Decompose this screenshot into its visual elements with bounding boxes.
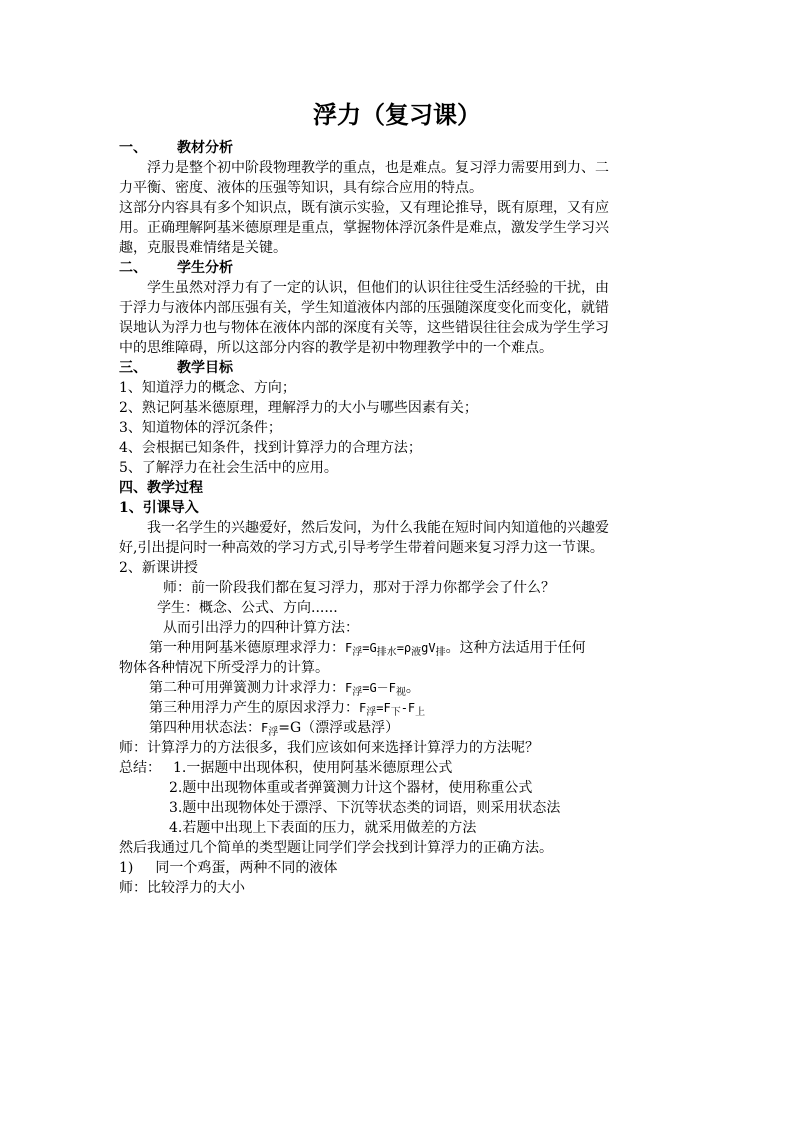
paragraph-line: 中的思维障碍，所以这部分内容的教学是初中物理教学中的一个难点。: [119, 340, 553, 356]
formula-line: 第四种用状态法：$F_浮=G$（漂浮或悬浮）: [149, 720, 400, 738]
dialogue-line: 学生：概念、公式、方向......: [157, 600, 338, 616]
summary-item: 总结： 1.一据题中出现体积，使用阿基米德原理公式: [119, 760, 453, 776]
dialogue-line: 师：计算浮力的方法很多，我们应该如何来选择计算浮力的方法呢？: [119, 740, 539, 756]
list-item: 1、知道浮力的概念、方向；: [119, 380, 296, 396]
section-heading-1: 一、 教材分析: [119, 140, 233, 156]
dialogue-line: 师：比较浮力的大小: [119, 880, 245, 896]
document-page: [119, 92, 675, 898]
paragraph-line: 趣，克服畏难情绪是关键。: [119, 240, 287, 256]
dialogue-line: 师：前一阶段我们都在复习浮力，那对于浮力你都学会了什么？: [163, 580, 555, 596]
list-item: 4、会根据已知条件，找到计算浮力的合理方法；: [119, 440, 422, 456]
paragraph-line: 力平衡、密度、液体的压强等知识，具有综合应用的特点。: [119, 180, 483, 196]
paragraph-line: 我一名学生的兴趣爱好，然后发问，为什么我能在短时间内知道他的兴趣爱: [147, 520, 609, 536]
subsection-heading: 2、新课讲授: [119, 560, 198, 576]
formula-line: 第二种可用弹簧测力计求浮力：$F_浮=G-F_视$。: [149, 680, 420, 698]
example-line: 1) 同一个鸡蛋，两种不同的液体: [119, 860, 338, 876]
section-heading-4: 四、教学过程: [119, 480, 203, 496]
formula-line: 第三种用浮力产生的原因求浮力：$F_浮=F_下-F_上$: [149, 700, 426, 718]
list-item: 2、熟记阿基米德原理，理解浮力的大小与哪些因素有关；: [119, 400, 478, 416]
summary-item: 3.题中出现物体处于漂浮、下沉等状态类的词语，则采用状态法: [169, 800, 561, 816]
paragraph-line: 从而引出浮力的四种计算方法：: [163, 620, 359, 636]
paragraph-line: 学生虽然对浮力有了一定的认识，但他们的认识往往受生活经验的干扰，由: [147, 280, 609, 296]
paragraph-line: 好,引出提问时一种高效的学习方式,引导考学生带着问题来复习浮力这一节课。: [119, 540, 604, 556]
summary-item: 4.若题中出现上下表面的压力，就采用做差的方法: [169, 820, 477, 836]
list-item: 5、了解浮力在社会生活中的应用。: [119, 460, 338, 476]
paragraph-line: 用。正确理解阿基米德原理是重点，掌握物体浮沉条件是难点，激发学生学习兴: [119, 220, 609, 236]
subsection-heading: 1、引课导入: [119, 500, 199, 516]
paragraph-line: 于浮力与液体内部压强有关，学生知道液体内部的压强随深度变化而变化，就错: [119, 300, 609, 316]
page-title: 浮力（复习课）: [313, 100, 481, 129]
section-heading-3: 三、 教学目标: [119, 360, 233, 376]
paragraph-line: 然后我通过几个简单的类型题让同学们学会找到计算浮力的正确方法。: [119, 840, 553, 856]
formula-line: 第一种用阿基米德原理求浮力：$F_浮=G_{排水}=\rho_液gV_排$。这种方法适用于任何: [149, 640, 586, 658]
paragraph-line: 这部分内容具有多个知识点，既有演示实验，又有理论推导，既有原理，又有应: [119, 200, 609, 216]
summary-item: 2.题中出现物体重或者弹簧测力计这个器材，使用称重公式: [169, 780, 533, 796]
section-heading-2: 二、 学生分析: [119, 260, 233, 276]
paragraph-line: 物体各种情况下所受浮力的计算。: [119, 660, 329, 676]
paragraph-line: 误地认为浮力也与物体在液体内部的深度有关等，这些错误往往会成为学生学习: [119, 320, 609, 336]
list-item: 3、知道物体的浮沉条件；: [119, 420, 282, 436]
paragraph-line: 浮力是整个初中阶段物理教学的重点，也是难点。复习浮力需要用到力、二: [147, 160, 609, 176]
